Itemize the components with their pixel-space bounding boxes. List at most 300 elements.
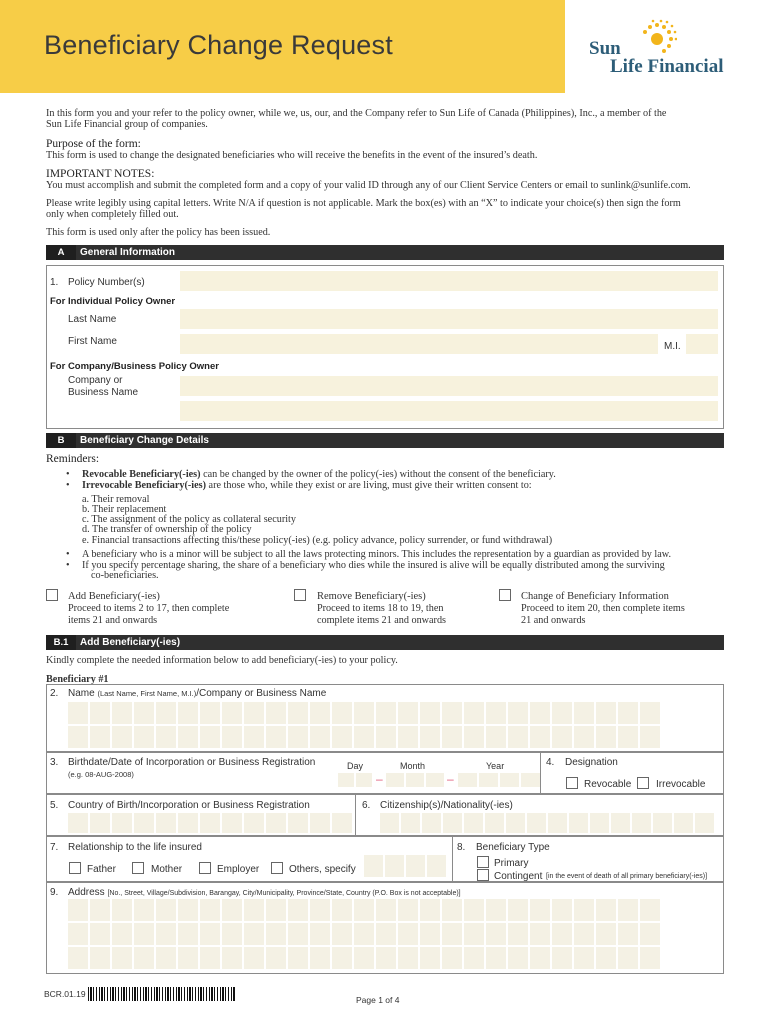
char-cell[interactable]: [590, 813, 609, 833]
char-cell[interactable]: [574, 899, 594, 921]
char-cell[interactable]: [376, 923, 396, 945]
char-cell[interactable]: [442, 726, 462, 748]
char-cell[interactable]: [442, 947, 462, 969]
primary-checkbox[interactable]: [477, 856, 489, 868]
char-cell[interactable]: [356, 773, 372, 787]
char-cell[interactable]: [90, 702, 110, 724]
char-cell[interactable]: [618, 923, 638, 945]
item4-num: 4.: [546, 757, 555, 768]
char-cell[interactable]: [398, 702, 418, 724]
char-cell[interactable]: [156, 899, 176, 921]
char-cell[interactable]: [90, 813, 110, 833]
char-cell[interactable]: [596, 899, 616, 921]
change-info-checkbox[interactable]: [499, 589, 511, 601]
char-cell[interactable]: [68, 702, 88, 724]
char-cell[interactable]: [427, 855, 446, 877]
char-cell[interactable]: [112, 923, 132, 945]
char-cell[interactable]: [266, 923, 286, 945]
char-cell[interactable]: [200, 702, 220, 724]
char-cell[interactable]: [244, 702, 264, 724]
bullet-irrevocable-text: are those who, while they exist or are living, must give their written consent to:: [206, 480, 532, 491]
char-cell[interactable]: [156, 947, 176, 969]
contingent-label: Contingent: [494, 871, 543, 882]
char-cell[interactable]: [464, 702, 484, 724]
bullet-dot: •: [66, 480, 70, 491]
char-cell[interactable]: [527, 813, 546, 833]
char-cell[interactable]: [486, 726, 506, 748]
char-cell[interactable]: [288, 923, 308, 945]
char-cell[interactable]: [420, 923, 440, 945]
char-cell[interactable]: [332, 813, 352, 833]
page-number: Page 1 of 4: [356, 995, 400, 1005]
char-cell[interactable]: [288, 899, 308, 921]
char-cell[interactable]: [530, 726, 550, 748]
char-cell[interactable]: [288, 726, 308, 748]
char-cell[interactable]: [596, 726, 616, 748]
char-cell[interactable]: [134, 899, 154, 921]
section-a-letter: A: [46, 245, 76, 260]
bullet-dot: •: [66, 469, 70, 480]
contingent-checkbox[interactable]: [477, 869, 489, 881]
char-cell[interactable]: [310, 923, 330, 945]
char-cell[interactable]: [398, 726, 418, 748]
char-cell[interactable]: [420, 702, 440, 724]
first-name-label: First Name: [68, 336, 117, 347]
char-cell[interactable]: [596, 923, 616, 945]
char-cell[interactable]: [134, 726, 154, 748]
irrevocable-checkbox[interactable]: [637, 777, 649, 789]
day-label: Day: [347, 761, 364, 771]
item2-tail: /Company or Business Name: [196, 688, 327, 699]
char-cell[interactable]: [200, 726, 220, 748]
char-cell[interactable]: [266, 899, 286, 921]
bullet-minor: A beneficiary who is a minor will be subject to all the laws protecting minors. This includes the representation by a guardian as provided by law.: [82, 549, 672, 560]
issued-text: This form is used only after the policy has been issued.: [46, 227, 271, 238]
char-cell[interactable]: [222, 813, 242, 833]
item5-num: 5.: [50, 800, 59, 811]
char-cell[interactable]: [464, 899, 484, 921]
section-b-letter: B: [46, 433, 76, 448]
char-cell[interactable]: [618, 726, 638, 748]
char-cell[interactable]: [530, 702, 550, 724]
char-cell[interactable]: [90, 726, 110, 748]
char-cell[interactable]: [458, 773, 477, 787]
char-cell[interactable]: [112, 947, 132, 969]
intro-line-2: Sun Life Financial group of companies.: [46, 119, 208, 130]
char-cell[interactable]: [112, 726, 132, 748]
char-cell[interactable]: [68, 899, 88, 921]
add-beneficiary-desc-1: Proceed to items 2 to 17, then complete: [68, 603, 230, 614]
char-cell[interactable]: [332, 726, 352, 748]
char-cell[interactable]: [508, 923, 528, 945]
char-cell[interactable]: [569, 813, 588, 833]
others-specify-cells[interactable]: [364, 855, 446, 877]
reminders-heading: Reminders:: [46, 453, 100, 465]
char-cell[interactable]: [552, 923, 572, 945]
item4-label: Designation: [565, 757, 618, 768]
item7-num: 7.: [50, 842, 59, 853]
employer-checkbox[interactable]: [199, 862, 211, 874]
company-owner-heading: For Company/Business Policy Owner: [50, 361, 219, 372]
char-cell[interactable]: [530, 947, 550, 969]
page-title: Beneficiary Change Request: [44, 30, 393, 60]
char-cell[interactable]: [653, 813, 672, 833]
char-cell[interactable]: [244, 726, 264, 748]
last-name-label: Last Name: [68, 314, 117, 325]
section-b1-letter: B.1: [46, 635, 76, 650]
char-cell[interactable]: [68, 947, 88, 969]
item8-num: 8.: [457, 842, 466, 853]
char-cell[interactable]: [640, 923, 660, 945]
date-dash: –: [376, 772, 383, 786]
sub-item-a: a. Their removal: [82, 494, 150, 505]
company-name-field-2[interactable]: [180, 401, 718, 421]
section-b1-title: Add Beneficiary(-ies): [80, 637, 181, 648]
char-cell[interactable]: [354, 947, 374, 969]
char-cell[interactable]: [354, 923, 374, 945]
char-cell[interactable]: [68, 726, 88, 748]
char-cell[interactable]: [500, 773, 519, 787]
company-name-label-1: Company or: [68, 375, 123, 386]
citizenship-cells[interactable]: [380, 813, 714, 833]
char-cell[interactable]: [406, 773, 424, 787]
char-cell[interactable]: [222, 923, 242, 945]
char-cell[interactable]: [464, 923, 484, 945]
beneficiary-1-heading: Beneficiary #1: [46, 674, 109, 685]
item9-label-text: Address: [68, 887, 105, 898]
section-b-title: Beneficiary Change Details: [80, 435, 209, 446]
notes-text: You must accomplish and submit the completed form and a copy of your valid ID through any of our Client Service Centers or email to sunlink@sunlife.com.: [46, 180, 691, 191]
char-cell[interactable]: [178, 702, 198, 724]
add-beneficiary-desc-2: items 21 and onwards: [68, 615, 158, 626]
char-cell[interactable]: [288, 947, 308, 969]
char-cell[interactable]: [398, 947, 418, 969]
char-cell[interactable]: [574, 726, 594, 748]
char-cell[interactable]: [486, 923, 506, 945]
name-cells-row-1[interactable]: [68, 702, 660, 724]
char-cell[interactable]: [310, 899, 330, 921]
char-cell[interactable]: [134, 923, 154, 945]
char-cell[interactable]: [354, 702, 374, 724]
year-cells[interactable]: [458, 773, 540, 787]
item6-num: 6.: [362, 800, 371, 811]
intro-line-1: In this form you and your refer to the policy owner, while we, us, our, and the Company refer to Sun Life of Canada (Philippines), Inc., a member of the: [46, 108, 667, 119]
item5-label: Country of Birth/Incorporation or Business Registration: [68, 800, 310, 811]
char-cell[interactable]: [244, 813, 264, 833]
char-cell[interactable]: [420, 726, 440, 748]
item2-label-text: Name: [68, 688, 95, 699]
bullet-revocable: [82, 469, 556, 481]
char-cell[interactable]: [464, 813, 483, 833]
char-cell[interactable]: [332, 899, 352, 921]
divider: [355, 794, 356, 836]
char-cell[interactable]: [244, 923, 264, 945]
char-cell[interactable]: [618, 947, 638, 969]
item6-label: Citizenship(s)/Nationality(-ies): [380, 800, 513, 811]
item8-label: Beneficiary Type: [476, 842, 550, 853]
char-cell[interactable]: [464, 947, 484, 969]
month-cells[interactable]: [386, 773, 444, 787]
char-cell[interactable]: [310, 813, 330, 833]
remove-beneficiary-desc-2: complete items 21 and onwards: [317, 615, 447, 626]
revocable-label: Revocable: [584, 779, 632, 790]
char-cell[interactable]: [112, 899, 132, 921]
char-cell[interactable]: [552, 702, 572, 724]
char-cell[interactable]: [222, 899, 242, 921]
others-checkbox[interactable]: [271, 862, 283, 874]
day-cells[interactable]: [338, 773, 372, 787]
employer-label: Employer: [217, 864, 260, 875]
char-cell[interactable]: [401, 813, 420, 833]
divider: [540, 752, 541, 794]
add-beneficiary-checkbox[interactable]: [46, 589, 58, 601]
purpose-text: This form is used to change the designated beneficiaries who will receive the benefits in the event of the insured’s death.: [46, 150, 538, 161]
char-cell[interactable]: [596, 702, 616, 724]
sun-logo-icon: [637, 19, 677, 59]
char-cell[interactable]: [200, 923, 220, 945]
char-cell[interactable]: [376, 947, 396, 969]
char-cell[interactable]: [68, 813, 88, 833]
char-cell[interactable]: [364, 855, 383, 877]
char-cell[interactable]: [618, 702, 638, 724]
char-cell[interactable]: [112, 813, 132, 833]
char-cell[interactable]: [508, 702, 528, 724]
char-cell[interactable]: [548, 813, 567, 833]
item9-label: [68, 887, 461, 898]
char-cell[interactable]: [178, 923, 198, 945]
section-a-title: General Information: [80, 247, 176, 258]
month-label: Month: [400, 761, 426, 771]
char-cell[interactable]: [288, 702, 308, 724]
char-cell[interactable]: [420, 947, 440, 969]
char-cell[interactable]: [200, 899, 220, 921]
char-cell[interactable]: [90, 899, 110, 921]
last-name-field[interactable]: [180, 309, 718, 329]
char-cell[interactable]: [486, 702, 506, 724]
char-cell[interactable]: [506, 813, 525, 833]
item3-num: 3.: [50, 757, 59, 768]
purpose-heading: Purpose of the form:: [46, 138, 141, 150]
char-cell[interactable]: [485, 813, 504, 833]
revocable-checkbox[interactable]: [566, 777, 578, 789]
char-cell[interactable]: [244, 899, 264, 921]
char-cell[interactable]: [611, 813, 630, 833]
item9-hint: [No., Street, Village/Subdivision, Barangay, City/Municipality, Province/State, Country (P.O. Box is not acceptable)]: [107, 890, 461, 897]
char-cell[interactable]: [508, 899, 528, 921]
address-cells-row-3[interactable]: [68, 947, 660, 969]
char-cell[interactable]: [640, 726, 660, 748]
remove-beneficiary-checkbox[interactable]: [294, 589, 306, 601]
char-cell[interactable]: [386, 773, 404, 787]
divider: [452, 836, 453, 882]
char-cell[interactable]: [156, 813, 176, 833]
char-cell[interactable]: [640, 947, 660, 969]
char-cell[interactable]: [552, 726, 572, 748]
bullet-dot: •: [66, 549, 70, 560]
char-cell[interactable]: [112, 702, 132, 724]
char-cell[interactable]: [200, 813, 220, 833]
char-cell[interactable]: [442, 702, 462, 724]
mi-label: M.I.: [664, 341, 681, 352]
char-cell[interactable]: [674, 813, 693, 833]
char-cell[interactable]: [222, 702, 242, 724]
char-cell[interactable]: [640, 899, 660, 921]
char-cell[interactable]: [376, 899, 396, 921]
char-cell[interactable]: [486, 947, 506, 969]
father-checkbox[interactable]: [69, 862, 81, 874]
char-cell[interactable]: [530, 899, 550, 921]
remove-beneficiary-desc-1: Proceed to items 18 to 19, then: [317, 603, 444, 614]
logo-text-life-financial: Life Financial: [610, 56, 724, 77]
char-cell[interactable]: [442, 899, 462, 921]
char-cell[interactable]: [178, 813, 198, 833]
char-cell[interactable]: [422, 813, 441, 833]
char-cell[interactable]: [134, 702, 154, 724]
sub-item-e: e. Financial transactions affecting this/these policy(-ies) (e.g. policy advance, policy surrender, or fund withdrawal): [82, 535, 553, 546]
char-cell[interactable]: [376, 726, 396, 748]
char-cell[interactable]: [68, 923, 88, 945]
item9-num: 9.: [50, 887, 59, 898]
individual-owner-heading: For Individual Policy Owner: [50, 296, 176, 307]
contingent-hint: [in the event of death of all primary beneficiary(-ies)]: [546, 873, 708, 880]
char-cell[interactable]: [574, 702, 594, 724]
char-cell[interactable]: [310, 947, 330, 969]
mi-field[interactable]: [686, 334, 718, 354]
char-cell[interactable]: [552, 899, 572, 921]
bullet-irrevocable: [82, 480, 532, 492]
bullet-sharing-1: If you specify percentage sharing, the share of a beneficiary who dies while the insured is alive will be equally distributed among the surviving: [82, 560, 665, 571]
item2-label: [68, 688, 326, 699]
char-cell[interactable]: [156, 702, 176, 724]
char-cell[interactable]: [338, 773, 354, 787]
char-cell[interactable]: [486, 899, 506, 921]
char-cell[interactable]: [530, 923, 550, 945]
char-cell[interactable]: [134, 813, 154, 833]
notes-heading: IMPORTANT NOTES:: [46, 168, 155, 180]
char-cell[interactable]: [508, 726, 528, 748]
item2-hint: (Last Name, First Name, M.I.): [97, 689, 197, 698]
char-cell[interactable]: [134, 947, 154, 969]
char-cell[interactable]: [420, 899, 440, 921]
char-cell[interactable]: [398, 923, 418, 945]
char-cell[interactable]: [222, 947, 242, 969]
char-cell[interactable]: [156, 726, 176, 748]
char-cell[interactable]: [156, 923, 176, 945]
char-cell[interactable]: [406, 855, 425, 877]
char-cell[interactable]: [521, 773, 540, 787]
char-cell[interactable]: [222, 726, 242, 748]
char-cell[interactable]: [464, 726, 484, 748]
char-cell[interactable]: [266, 947, 286, 969]
char-cell[interactable]: [266, 726, 286, 748]
first-name-field[interactable]: [180, 334, 658, 354]
char-cell[interactable]: [385, 855, 404, 877]
char-cell[interactable]: [90, 947, 110, 969]
char-cell[interactable]: [398, 899, 418, 921]
char-cell[interactable]: [552, 947, 572, 969]
char-cell[interactable]: [632, 813, 651, 833]
char-cell[interactable]: [574, 923, 594, 945]
legibly-line-2: only when completely filled out.: [46, 209, 179, 220]
char-cell[interactable]: [288, 813, 308, 833]
char-cell[interactable]: [332, 947, 352, 969]
char-cell[interactable]: [479, 773, 498, 787]
barcode: [88, 987, 236, 1001]
company-name-field-1[interactable]: [180, 376, 718, 396]
change-info-label: Change of Beneficiary Information: [521, 591, 669, 602]
char-cell[interactable]: [695, 813, 714, 833]
b1-instruction: Kindly complete the needed information below to add beneficiary(-ies) to your policy.: [46, 655, 398, 666]
policy-number-num: 1.: [50, 277, 59, 288]
char-cell[interactable]: [354, 726, 374, 748]
char-cell[interactable]: [332, 923, 352, 945]
year-label: Year: [486, 761, 505, 771]
char-cell[interactable]: [618, 899, 638, 921]
char-cell[interactable]: [178, 899, 198, 921]
char-cell[interactable]: [354, 899, 374, 921]
name-cells-row-2[interactable]: [68, 726, 660, 748]
father-label: Father: [87, 864, 116, 875]
country-cells[interactable]: [68, 813, 352, 833]
company-name-label-2: Business Name: [68, 387, 139, 398]
bullet-revocable-text: can be changed by the owner of the policy(-ies) without the consent of the beneficiary.: [200, 469, 556, 480]
bullet-irrevocable-bold: Irrevocable Beneficiary(-ies): [82, 480, 206, 491]
char-cell[interactable]: [200, 947, 220, 969]
char-cell[interactable]: [266, 813, 286, 833]
char-cell[interactable]: [266, 702, 286, 724]
bullet-dot: •: [66, 560, 70, 571]
item2-num: 2.: [50, 688, 59, 699]
char-cell[interactable]: [310, 726, 330, 748]
address-cells-row-2[interactable]: [68, 923, 660, 945]
date-dash: –: [447, 772, 454, 786]
char-cell[interactable]: [178, 726, 198, 748]
form-code: BCR.01.19: [44, 989, 86, 999]
primary-label: Primary: [494, 858, 529, 869]
char-cell[interactable]: [426, 773, 444, 787]
char-cell[interactable]: [90, 923, 110, 945]
item7-label: Relationship to the life insured: [68, 842, 202, 853]
bullet-sharing-2: co-beneficiaries.: [91, 570, 159, 581]
sub-item-b: b. Their replacement: [82, 504, 167, 515]
policy-number-field[interactable]: [180, 271, 718, 291]
change-info-desc-2: 21 and onwards: [521, 615, 586, 626]
logo-text-sun: Sun: [589, 38, 621, 59]
policy-number-label: Policy Number(s): [68, 277, 145, 288]
char-cell[interactable]: [310, 702, 330, 724]
char-cell[interactable]: [508, 947, 528, 969]
others-label: Others, specify: [289, 864, 356, 875]
char-cell[interactable]: [376, 702, 396, 724]
char-cell[interactable]: [443, 813, 462, 833]
item3-hint: (e.g. 08-AUG-2008): [68, 770, 134, 779]
sub-item-d: d. The transfer of ownership of the policy: [82, 524, 252, 535]
char-cell[interactable]: [380, 813, 399, 833]
address-cells-row-1[interactable]: [68, 899, 660, 921]
mother-checkbox[interactable]: [132, 862, 144, 874]
char-cell[interactable]: [574, 947, 594, 969]
char-cell[interactable]: [596, 947, 616, 969]
bullet-revocable-bold: Revocable Beneficiary(-ies): [82, 469, 201, 480]
char-cell[interactable]: [244, 947, 264, 969]
remove-beneficiary-label: Remove Beneficiary(-ies): [317, 591, 426, 602]
change-info-desc-1: Proceed to item 20, then complete items: [521, 603, 685, 614]
char-cell[interactable]: [332, 702, 352, 724]
add-beneficiary-label: Add Beneficiary(-ies): [68, 591, 160, 602]
char-cell[interactable]: [640, 702, 660, 724]
char-cell[interactable]: [178, 947, 198, 969]
char-cell[interactable]: [442, 923, 462, 945]
